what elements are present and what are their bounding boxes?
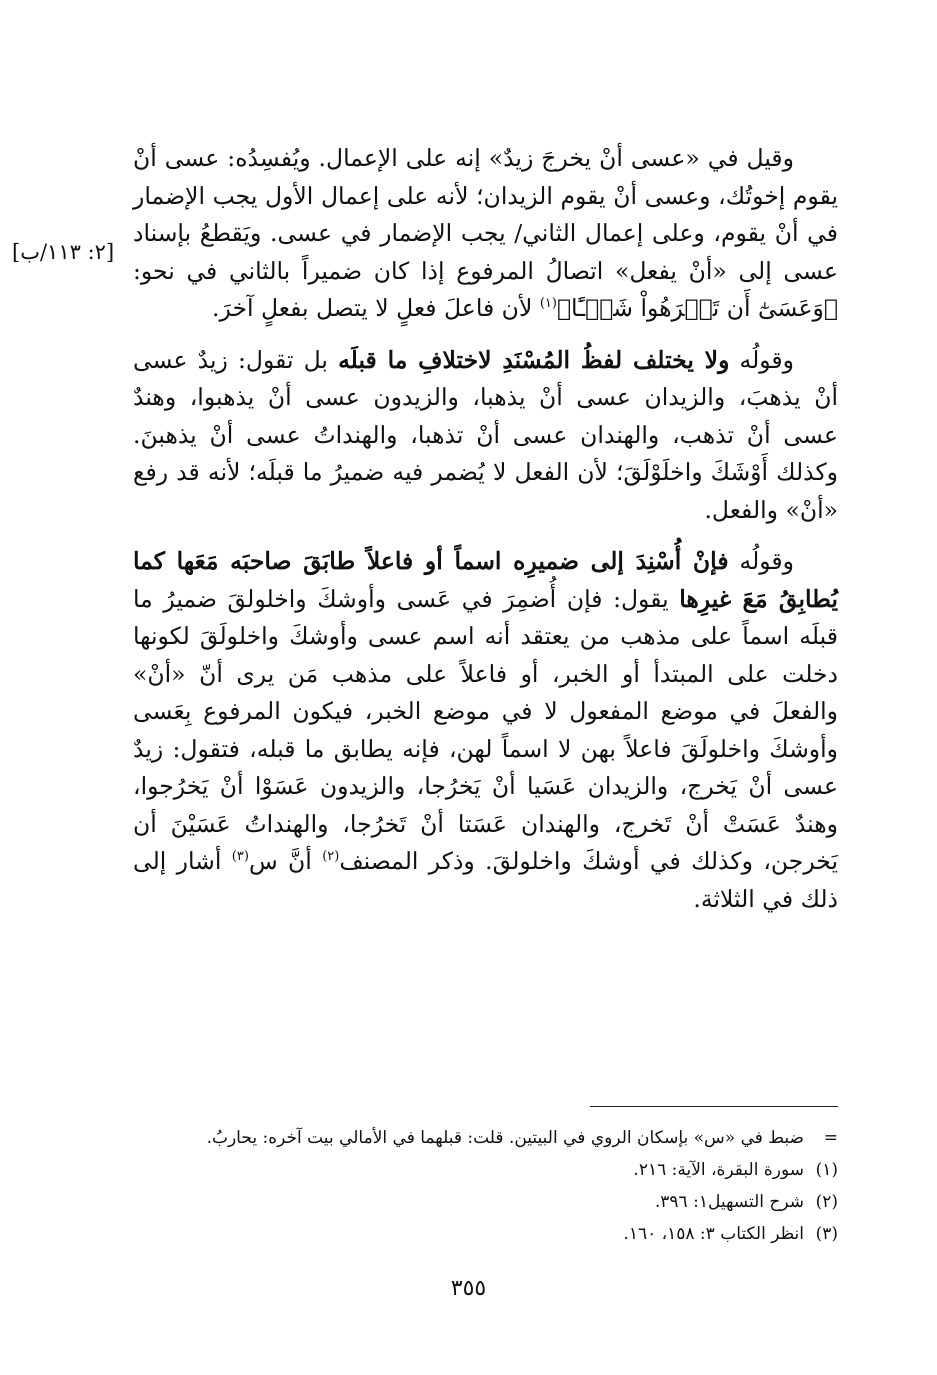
paragraph-3-quote: فإنْ أُسْنِدَ إلى ضميرِه اسماً أو فاعلاً طابَقَ صاحبَه مَعَها كما يُطابِقُ مَعَ غيرِها: [133, 547, 838, 613]
paragraph-1-end: لأن فاعلَ فعلٍ لا يتصل بفعلٍ آخرَ.: [212, 294, 540, 322]
main-text: [133, 140, 838, 932]
paragraph-3-end: أشار إلى ذلك في الثلاثة.: [133, 847, 838, 913]
footnote-ref-2: (٢): [322, 849, 340, 865]
paragraph-2-start: وقولُه: [729, 345, 795, 374]
footnote-marker: (٣): [815, 1224, 838, 1244]
footnote-marker: (١): [815, 1160, 838, 1180]
paragraph-2-quote: ولا يختلف لفظُ المُسْنَدِ لاختلافِ ما قبلَه: [338, 345, 730, 374]
footnote-text: انظر الكتاب ٣: ١٥٨، ١٦٠.: [623, 1224, 804, 1244]
paragraph-3-text: يقول: فإن أُضمِرَ في عَسى وأوشكَ واخلولقَ ضميرُ ما قبلَه اسماً على مذهب من يعتقد أنه اسم عسى وأوشكَ واخلولَقَ لكونها دخلت على المبتدأ أو الخبر، أو فاعلاً على مذهب مَن يرى أنّ «أنْ» والفعلَ في موضع المفعول لا في موضع الخبر، فيكون المرفوع بِعَسى وأوشكَ واخلولَقَ فاعلاً بهن لا اسماً لهن، فإنه يطابق ما قبله، فتقول: زيدٌ عسى أنْ يَخرج، والزيدان عَسَيا أنْ يَخرُجا، والزيدون عَسَوْا أنْ يَخرُجوا، وهندٌ عَسَتْ أنْ تَخرج، والهندان عَسَتا أنْ تَخرُجا، والهنداتُ عَسَيْنَ أن يَخرجن، وكذلك في أوشكَ واخلولقَ. وذكر المصنف: [133, 584, 838, 875]
paragraph-1-text: وقيل في «عسى أنْ يخرجَ زيدٌ» إنه على الإعمال. ويُفسِدُه: عسى أنْ يقوم إخوتُك، وعسى أنْ يقوم الزيدان؛ لأنه على إعمال الأول يجب الإضمار في أنْ يقوم، وعلى إعمال الثاني/ يجب الإضمار في عسى. ويَقطعُ بإسناد عسى إلى «أنْ يفعل» اتصالُ المرفوع إذا كان ضميراً بالثاني في نحو: ﴿وَعَسَىٰٓ أَن تَكۡرَهُواْ شَيۡـًٔا﴾: [133, 144, 838, 322]
margin-manuscript-ref: [٢: ١١٣/ب]: [12, 240, 115, 264]
footnote-marker: (٢): [815, 1192, 838, 1212]
footnote-2: [133, 1186, 838, 1218]
footnote-text: ضبط في «س» بإسكان الروي في البيتين. قلت: قبلهما في الأمالي بيت آخره: يحاربُ.: [206, 1128, 804, 1148]
paragraph-2: [133, 342, 838, 530]
footnote-marker: =: [823, 1128, 838, 1148]
footnotes: [133, 1122, 838, 1250]
paragraph-2-text: بل تقول: زيدٌ عسى أنْ يذهبَ، والزيدان عسى أنْ يذهبا، والزيدون عسى أنْ يذهبوا، وهندٌ عسى أنْ تذهب، والهندان عسى أنْ تذهبا، والهنداتُ عسى أنْ يذهبنَ. وكذلك أَوْشَكَ واخلَوْلَقَ؛ لأن الفعل لا يُضمر فيه ضميرُ ما قبلَه؛ لأنه قد رفع «أنْ» والفعل.: [133, 345, 838, 524]
paragraph-1: [133, 140, 838, 328]
footnote-ref-1: (١): [539, 296, 557, 312]
footnote-divider: [590, 1106, 838, 1107]
paragraph-3: [133, 543, 838, 918]
paragraph-3-mid: أنَّ س: [248, 847, 323, 875]
footnote-ref-3: (٣): [231, 849, 249, 865]
footnote-text: شرح التسهيل١: ٣٩٦.: [654, 1192, 804, 1212]
footnote-3: [133, 1218, 838, 1250]
footnote-1: [133, 1154, 838, 1186]
page-number: ٣٥٥: [450, 1276, 487, 1301]
footnote-continued: [133, 1122, 838, 1154]
paragraph-3-start: وقولُه: [728, 547, 795, 575]
footnote-text: سورة البقرة، الآية: ٢١٦.: [633, 1160, 804, 1180]
